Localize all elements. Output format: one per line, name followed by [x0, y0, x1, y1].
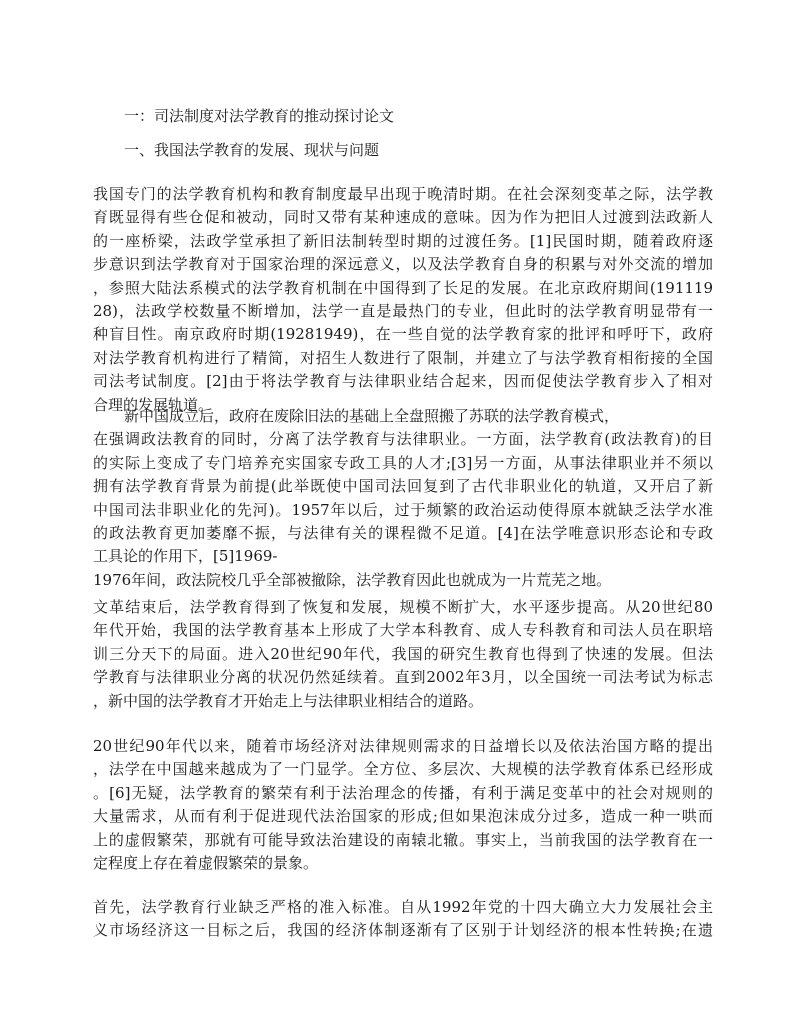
- text-line: 步意识到法学教育对于国家治理的深远意义，以及法学教育自身的积累与对外交流的增加: [93, 255, 713, 274]
- text-line: 合理的发展轨道。: [93, 395, 214, 414]
- text-line: 定程度上存在着虚假繁荣的景象。: [93, 854, 319, 873]
- text-line: 1976年间，政法院校几乎全部被撤除，法学教育因此也就成为一片荒芜之地。: [93, 570, 612, 589]
- text-line: 拥有法学教育背景为前提(此举既使中国司法回复到了古代非职业化的轨道，又开启了新: [93, 477, 713, 496]
- text-line: 首先，法学教育行业缺乏严格的准入标准。自从1992年党的十四大确立大力发展社会主: [93, 898, 713, 916]
- text-line: ，法学在中国越来越成为了一门显学。全方位、多层次、大规模的法学教育体系已经形成: [93, 760, 713, 779]
- section-heading: 一、我国法学教育的发展、现状与问题: [124, 141, 380, 159]
- text-line: 大量需求，从而有利于促进现代法治国家的形成;但如果泡沫成分过多，造成一种一哄而: [93, 807, 713, 826]
- text-line: 新中国成立后，政府在废除旧法的基础上全盘照搬了苏联的法学教育模式，: [124, 407, 620, 425]
- text-line: 在强调政法教育的同时，分离了法学教育与法律职业。一方面，法学教育(政法教育)的目: [93, 430, 713, 449]
- text-line: 的实际上变成了专门培养充实国家专政工具的人才;[3]另一方面，从事法律职业并不须以: [93, 453, 713, 472]
- text-line: 司法考试制度。[2]由于将法学教育与法律职业结合起来，因而促使法学教育步入了相对: [93, 372, 713, 391]
- text-line: ，新中国的法学教育才开始走上与法律职业相结合的道路。: [93, 691, 484, 710]
- paragraph-1: [93, 183, 713, 417]
- text-line: 义市场经济这一目标之后，我国的经济体制逐渐有了区别于计划经济的根本性转换;在遗: [93, 921, 713, 940]
- text-line: 育既显得有些仓促和被动，同时又带有某种速成的意味。因为作为把旧人过渡到法政新人: [93, 208, 713, 227]
- text-line: 28)，法政学校数量不断增加，法学一直是最热门的专业，但此时的法学教育明显带有一: [93, 302, 713, 321]
- text-line: 的政法教育更加萎靡不振，与法律有关的课程微不足道。[4]在法学唯意识形态论和专政: [93, 524, 713, 543]
- text-line: 种盲目性。南京政府时期(19281949)，在一些自觉的法学教育家的批评和呼吁下，政府: [93, 325, 713, 344]
- paragraph-3: [93, 596, 713, 713]
- text-line: 我国专门的法学教育机构和教育制度最早出现于晚清时期。在社会深刻变革之际，法学教: [93, 185, 713, 203]
- paragraph-2: [93, 405, 713, 592]
- text-line: 对法学教育机构进行了精简，对招生人数进行了限制，并建立了与法学教育相衔接的全国: [93, 348, 713, 367]
- text-line: ，参照大陆法系模式的法学教育机制在中国得到了长足的发展。在北京政府期间(191119: [93, 278, 713, 297]
- text-line: 年代开始，我国的法学教育基本上形成了大学本科教育、成人专科教育和司法人员在职培: [93, 621, 713, 640]
- text-line: 文革结束后，法学教育得到了恢复和发展，规模不断扩大，水平逐步提高。从20世纪80: [93, 598, 713, 616]
- text-line: 中国司法非职业化的先河)。1957年以后，过于频繁的政治运动使得原本就缺乏法学水准: [93, 500, 713, 519]
- text-line: 20世纪90年代以来，随着市场经济对法律规则需求的日益增长以及依法治国方略的提出: [93, 737, 713, 755]
- text-line: 上的虚假繁荣，那就有可能导致法治建设的南辕北辙。事实上，当前我国的法学教育在一: [93, 830, 713, 849]
- paragraph-4: [93, 735, 713, 875]
- text-line: 学教育与法律职业分离的状况仍然延续着。直到2002年3月，以全国统一司法考试为标志: [93, 668, 713, 687]
- text-line: 工具论的作用下，[5]1969-: [93, 547, 278, 566]
- document-title: 一：司法制度对法学教育的推动探讨论文: [124, 107, 395, 125]
- text-line: 的一座桥梁，法政学堂承担了新旧法制转型时期的过渡任务。[1]民国时期，随着政府逐: [93, 231, 713, 250]
- text-line: 。[6]无疑，法学教育的繁荣有利于法治理念的传播，有利于满足变革中的社会对规则的: [93, 783, 713, 802]
- text-line: 训三分天下的局面。进入20世纪90年代，我国的研究生教育也得到了快速的发展。但法: [93, 644, 713, 663]
- paragraph-5: [93, 896, 713, 943]
